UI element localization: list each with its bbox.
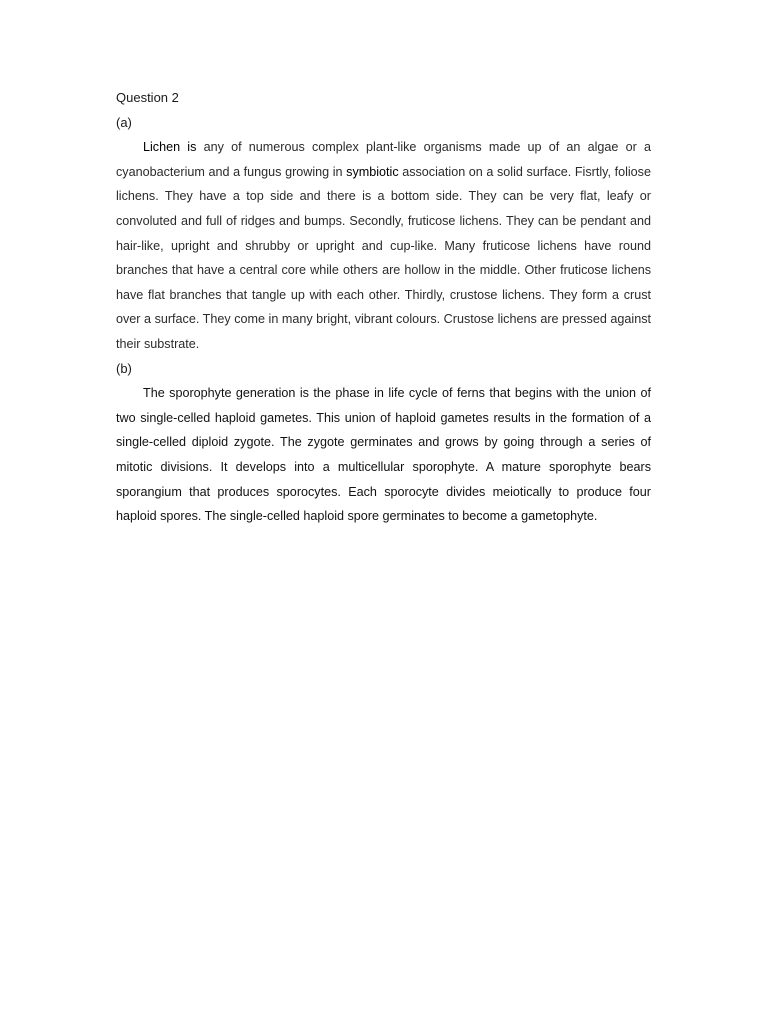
part-a-label: (a)	[116, 114, 132, 130]
part-b-label: (b)	[116, 360, 132, 376]
keyword-symbiotic: symbiotic	[346, 164, 399, 179]
question-heading: Question 2	[116, 90, 179, 105]
part-a-paragraph	[116, 135, 651, 356]
part-b-paragraph: The sporophyte generation is the phase in life cycle of ferns that begins with the union of two single-celled haploid gametes. This union of haploid gametes results in the formation of a single-celled diploid zygote. The zygote germinates and grows by going through a series of mitotic divisions. It develops into a multicellular sporophyte. A mature sporophyte bears sporangium that produces sporocytes. Each sporocyte divides meiotically to produce four haploid spores. The single-celled haploid spore germinates to become a gametophyte.	[116, 386, 651, 524]
part-a-text-2: association on a solid surface. Fisrtly, foliose lichens. They have a top side and there is a bottom side. They can be very flat, leafy or convoluted and full of ridges and bumps. Secondly, fruticose lichens. They can be pendant and hair-like, upright and shrubby or upright and cup-like. Many fruticose lichens have round branches that have a central core while others are hollow in the middle. Other fruticose lichens have flat branches that tangle up with each other. Thirdly, crustose lichens. They form a crust over a surface. They come in many bright, vibrant colours. Crustose lichens are pressed against their substrate.	[116, 164, 651, 351]
document-page	[116, 86, 651, 529]
term-lichen: Lichen	[143, 140, 181, 155]
term-is: is	[180, 140, 197, 155]
part-a-text-1: any of numerous complex plant-like organisms made up of an algae or a cyanobacterium and a fungus growing in	[116, 140, 651, 179]
